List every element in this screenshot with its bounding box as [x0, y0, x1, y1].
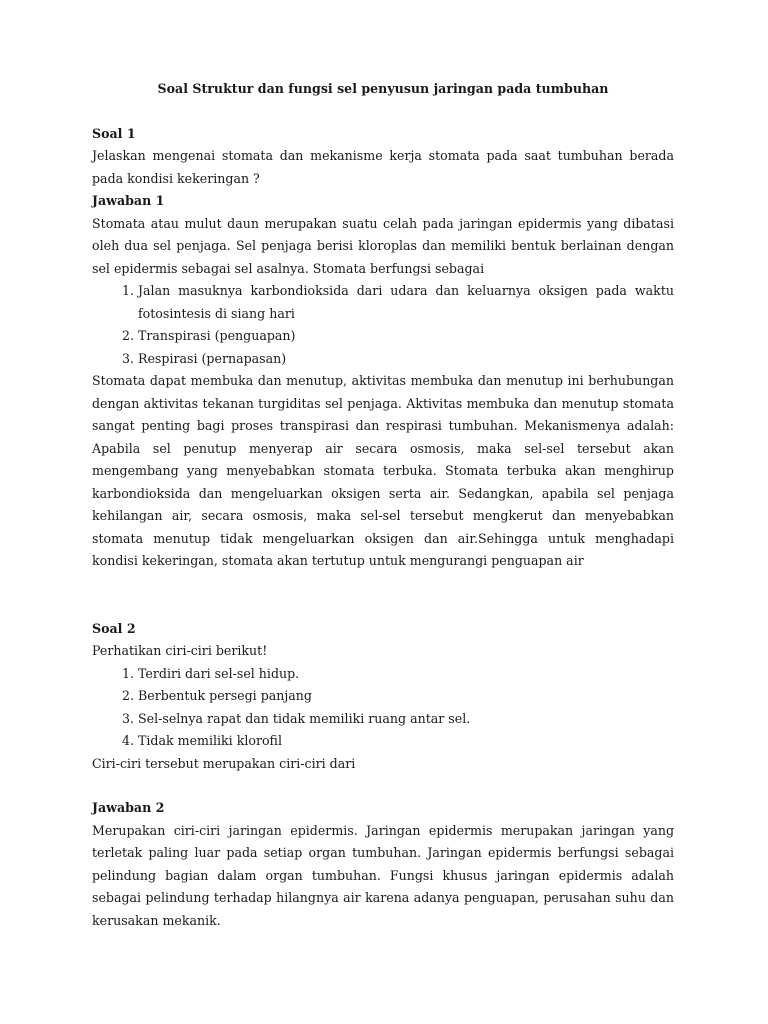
- question-2-prompt: Perhatikan ciri-ciri berikut!: [92, 643, 268, 658]
- answer-1-heading: Jawaban 1: [92, 193, 165, 208]
- list-item: 1. Terdiri dari sel-sel hidup.: [138, 663, 674, 686]
- list-item: 3. Sel-selnya rapat dan tidak memiliki ruang antar sel.: [138, 708, 674, 731]
- list-item: 2. Berbentuk persegi panjang: [138, 685, 674, 708]
- answer-2-heading: Jawaban 2: [92, 800, 165, 815]
- list-item: 4. Tidak memiliki klorofil: [138, 730, 674, 753]
- section-spacer: [92, 573, 674, 618]
- list-item: 1. Jalan masuknya karbondioksida dari udara dan keluarnya oksigen pada waktu fotosintesis di siang hari: [138, 280, 674, 325]
- answer-1-intro: Stomata atau mulut daun merupakan suatu celah pada jaringan epidermis yang dibatasi oleh dua sel penjaga. Sel penjaga berisi kloroplas dan memiliki bentuk berlainan dengan sel epidermis sebagai sel asalnya. Stomata berfungsi sebagai: [92, 215, 674, 276]
- list-item: 3. Respirasi (pernapasan): [138, 348, 674, 371]
- question-1-heading: Soal 1: [92, 125, 136, 141]
- document-content: [92, 78, 674, 932]
- question-2-heading: Soal 2: [92, 620, 136, 636]
- section-spacer: [92, 775, 674, 797]
- answer-1-body: Stomata dapat membuka dan menutup, aktivitas membuka dan menutup ini berhubungan dengan aktivitas tekanan turgiditas sel penjaga. Aktivitas membuka dan menutup stomata sangat penting bagi proses transpirasi dan respirasi tumbuhan. Mekanismenya adalah: Apabila sel penutup menyerap air secara osmosis, maka sel-sel tersebut akan mengembang yang menyebabkan stomata terbuka. Stomata terbuka akan menghirup karbondioksida dan mengeluarkan oksigen serta air. Sedangkan, apabila sel penjaga kehilangan air, secara osmosis, maka sel-sel tersebut mengkerut dan menyebabkan stomata menutup tidak mengeluarkan oksigen dan air.Sehingga untuk menghadapi kondisi kekeringan, stomata akan tertutup untuk mengurangi penguapan air: [92, 373, 674, 568]
- list-item: 2. Transpirasi (penguapan): [138, 325, 674, 348]
- traits-list: [92, 663, 674, 753]
- question-2-text: Ciri-ciri tersebut merupakan ciri-ciri dari: [92, 755, 356, 771]
- answer-2-text: Merupakan ciri-ciri jaringan epidermis. Jaringan epidermis merupakan jaringan yang terletak paling luar pada setiap organ tumbuhan. Jaringan epidermis berfungsi sebagai pelindung bagian dalam organ tumbuhan. Fungsi khusus jaringan epidermis adalah sebagai pelindung terhadap hilangnya air karena adanya penguapan, perusahan suhu dan kerusakan mekanik.: [92, 822, 674, 928]
- question-1-text: Jelaskan mengenai stomata dan mekanisme kerja stomata pada saat tumbuhan berada pada kondisi kekeringan ?: [92, 148, 674, 186]
- document-title: Soal Struktur dan fungsi sel penyusun jaringan pada tumbuhan: [157, 81, 609, 96]
- stomata-functions-list: [92, 280, 674, 370]
